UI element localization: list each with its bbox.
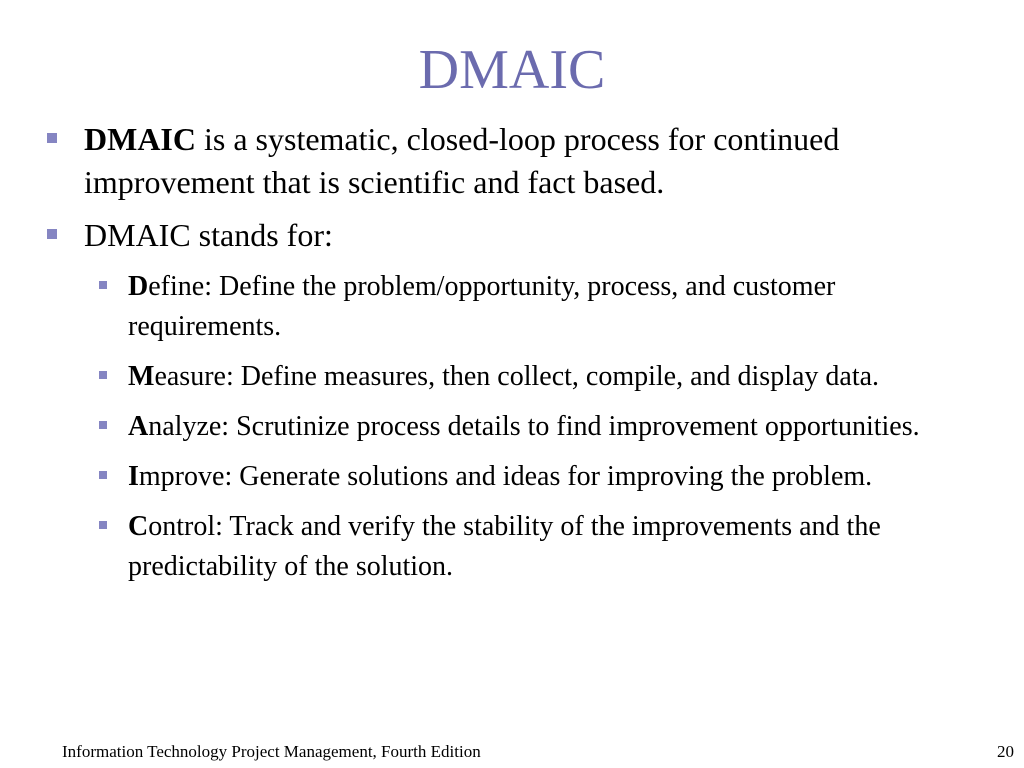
square-bullet-icon	[47, 133, 57, 143]
sub-bullet-control	[128, 507, 988, 587]
sub-bullet-text: mprove: Generate solutions and ideas for improving the problem.	[138, 461, 873, 492]
square-bullet-icon	[99, 521, 107, 529]
square-bullet-icon	[47, 229, 57, 239]
sub-bullet-measure	[128, 357, 988, 397]
sub-bullet-analyze	[128, 407, 988, 447]
sub-bullet-initial: D	[128, 271, 149, 302]
bullet-list	[0, 118, 1024, 597]
sub-bullet-text: ontrol: Track and verify the stability of the improvements and the predictability of the solution.	[128, 511, 881, 582]
square-bullet-icon	[99, 471, 107, 479]
bullet-text: DMAIC stands for:	[84, 217, 333, 253]
slide-title: DMAIC	[418, 39, 606, 101]
page-number: 20	[997, 742, 1014, 761]
bullet-bold-term: DMAIC	[84, 121, 196, 157]
sub-bullet-text: easure: Define measures, then collect, compile, and display data.	[154, 361, 880, 392]
square-bullet-icon	[99, 371, 107, 379]
footer-text: Information Technology Project Management, Fourth Edition	[62, 742, 481, 761]
sub-bullet-initial: M	[128, 361, 155, 392]
sub-bullet-initial: C	[128, 511, 149, 542]
square-bullet-icon	[99, 421, 107, 429]
sub-bullet-define	[128, 267, 988, 347]
sub-bullet-initial: I	[128, 461, 139, 492]
bullet-item	[84, 118, 984, 204]
bullet-item	[84, 214, 984, 257]
bullet-text: is a systematic, closed-loop process for continued improvement that is scientific and fact based.	[84, 121, 840, 200]
sub-bullet-text: efine: Define the problem/opportunity, process, and customer requirements.	[128, 271, 836, 342]
sub-bullet-initial: A	[128, 411, 149, 442]
square-bullet-icon	[99, 281, 107, 289]
sub-bullet-improve	[128, 457, 988, 497]
sub-bullet-text: nalyze: Scrutinize process details to find improvement opportunities.	[148, 411, 920, 442]
